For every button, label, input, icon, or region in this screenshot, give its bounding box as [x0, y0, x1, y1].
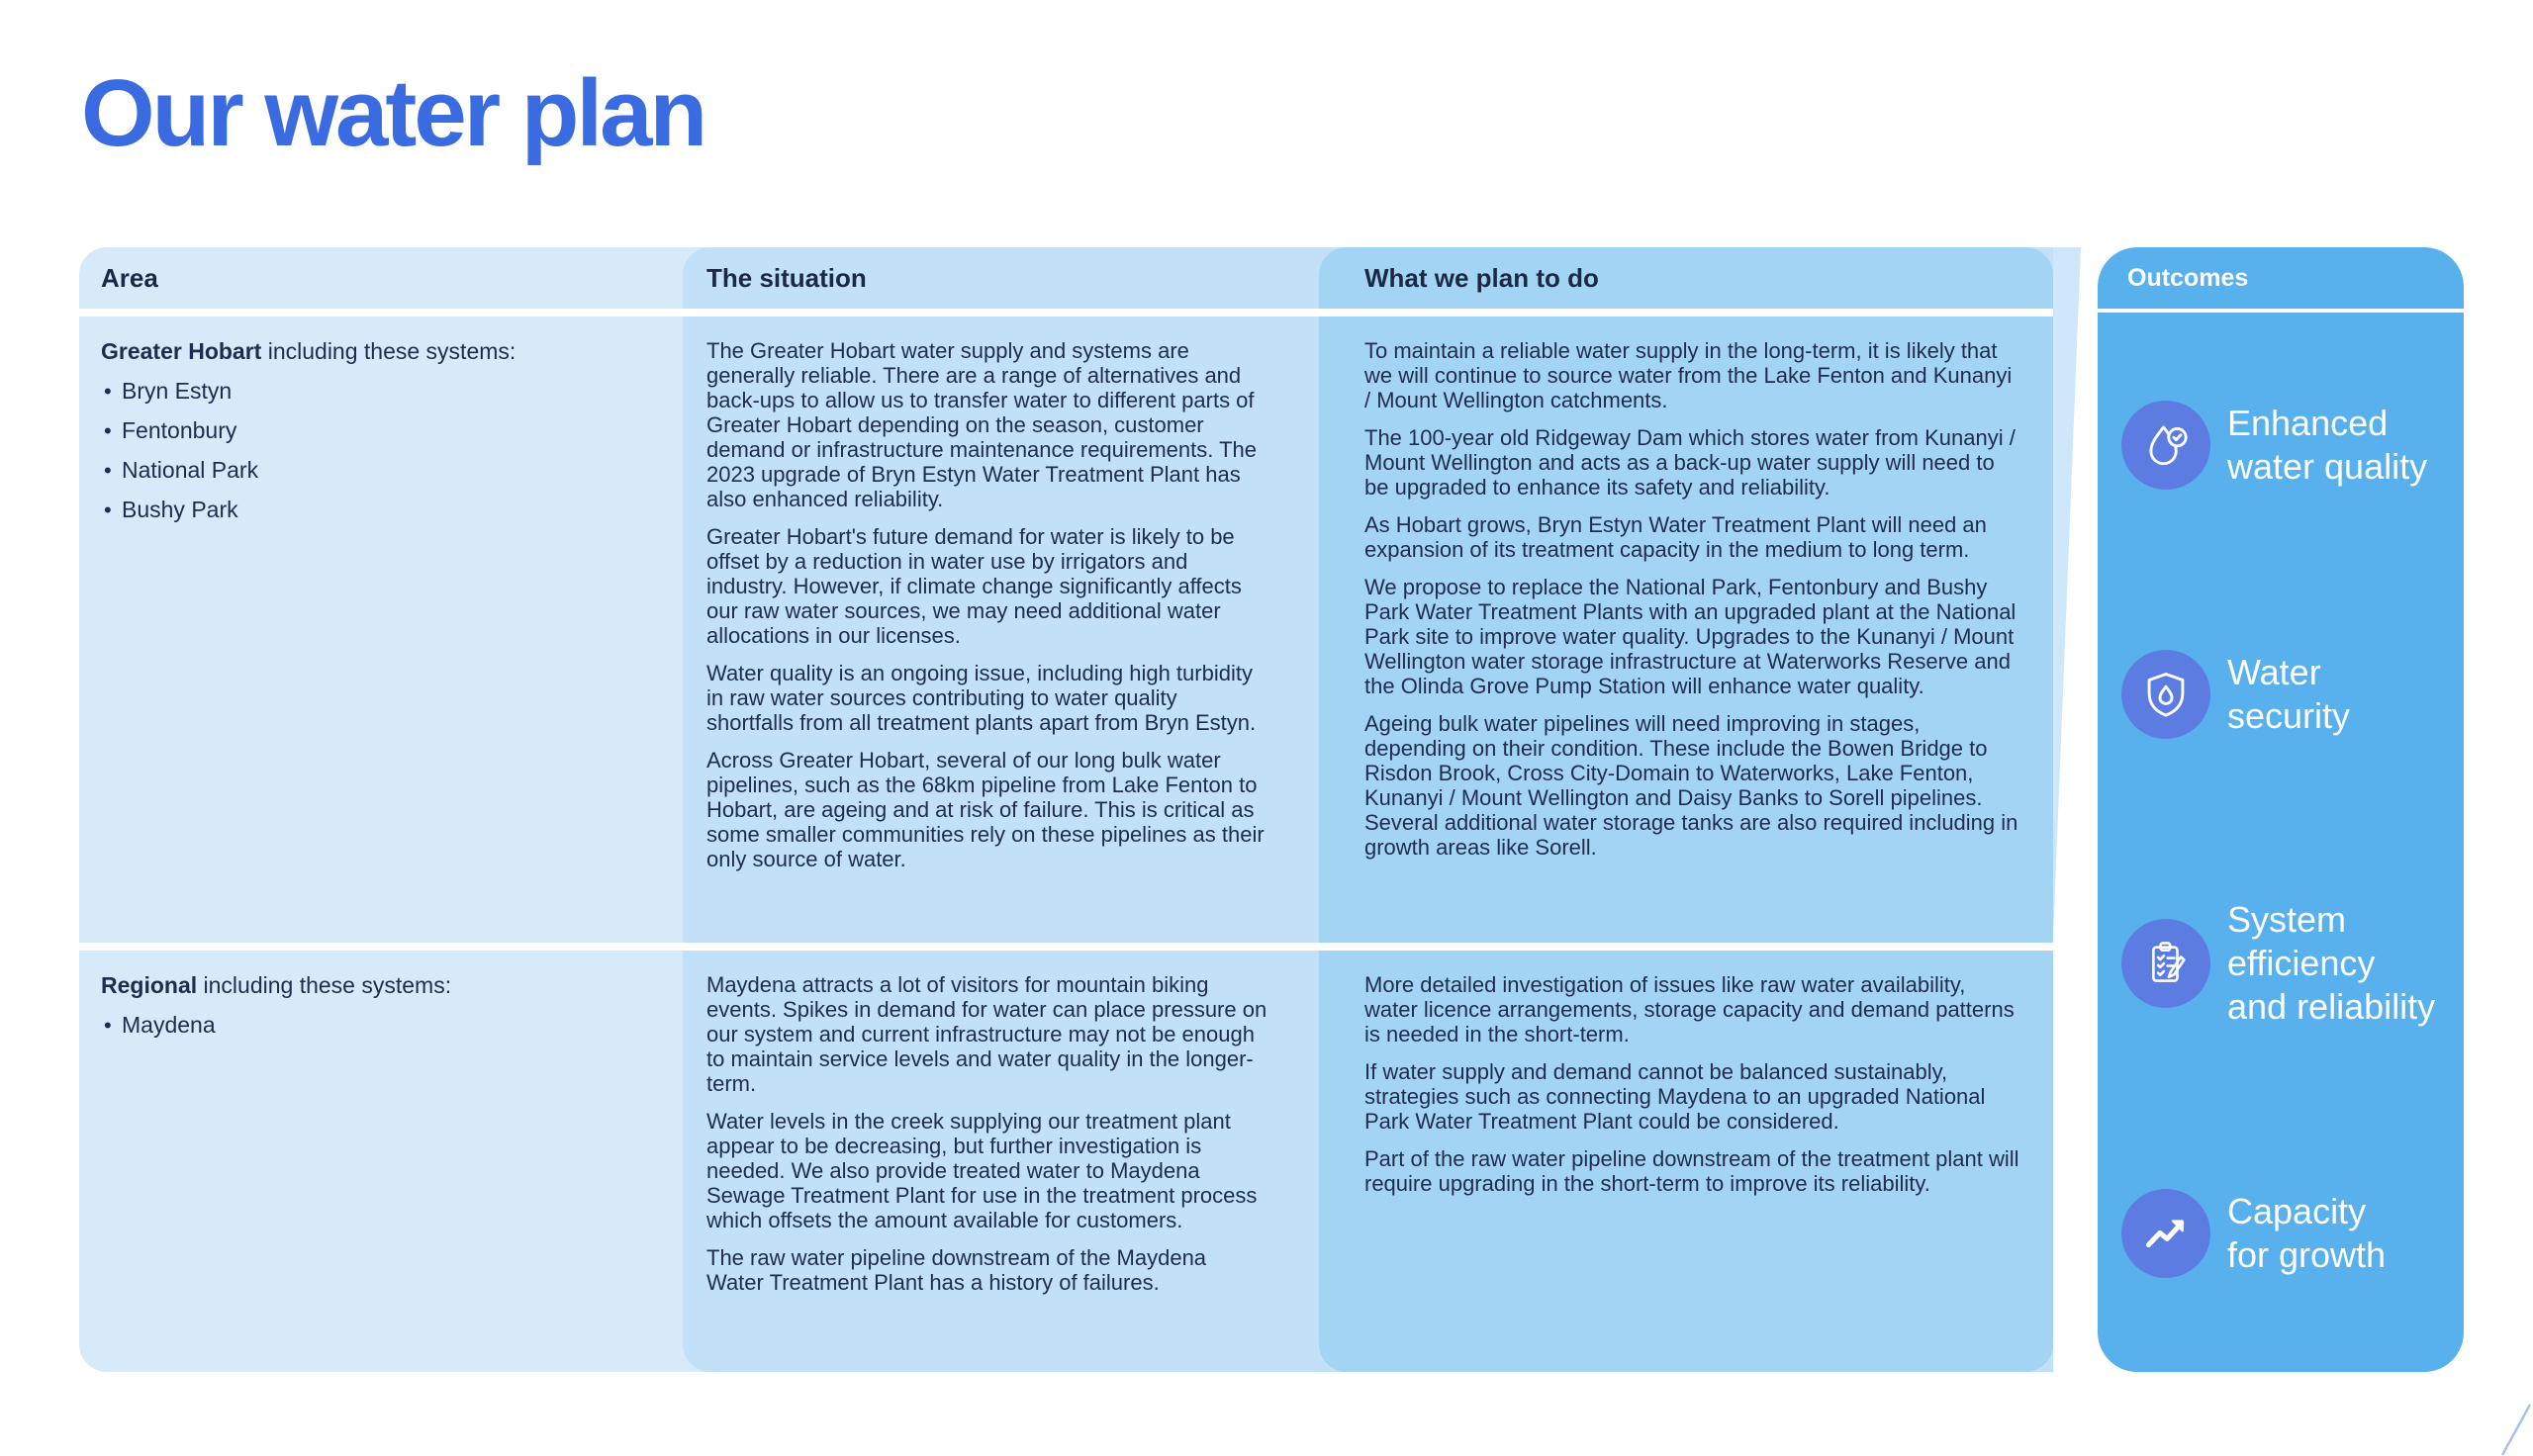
plan-cell-regional: More detailed investigation of issues like raw water availability, water licence arrangements, storage capacity and demand patterns is needed in the short-term. If water supply and demand cannot be balanced sustainably, strategies such as connecting Maydena to an upgraded National Park Water Treatment Plant could be considered. Part of the raw water pipeline downstream of the treatment plant will require upgrading in the short-term to improve its reliability.	[1364, 972, 2019, 1196]
outcome-item-system-efficiency	[2121, 898, 2450, 1029]
situation-cell-regional: Maydena attracts a lot of visitors for mountain biking events. Spikes in demand for water can place pressure on our system and current infrastructure may not be enough to maintain service levels and water quality in the longer-term. Water levels in the creek supplying our treatment plant appear to be decreasing, but further investigation is needed. We also provide treated water to Maydena Sewage Treatment Plant for use in the treatment process which offsets the amount available for customers. The raw water pipeline downstream of the Maydena Water Treatment Plant has a history of failures.	[706, 972, 1267, 1295]
list-item: • National Park	[101, 456, 657, 485]
corner-slash-decoration	[2493, 1397, 2533, 1456]
shield-drop-icon	[2121, 650, 2210, 739]
outcome-item-water-security	[2121, 650, 2450, 739]
outcomes-panel	[2098, 247, 2464, 1372]
column-header-situation: The situation	[706, 262, 867, 293]
system-list	[101, 377, 657, 524]
water-drop-check-icon	[2121, 401, 2210, 490]
column-header-area: Area	[101, 262, 158, 293]
page-flip-wedge	[2053, 247, 2081, 938]
outcome-label: System efficiency and reliability	[2227, 899, 2436, 1028]
clipboard-checklist-icon	[2121, 919, 2210, 1008]
outcome-label: Water security	[2227, 651, 2351, 736]
list-item: • Bryn Estyn	[101, 377, 657, 406]
area-cell-regional	[79, 951, 683, 1372]
water-plan-table	[79, 247, 2053, 1372]
area-title: Greater Hobart including these systems:	[101, 338, 516, 364]
table-header-row	[79, 247, 2053, 309]
outcome-item-capacity-for-growth	[2121, 1189, 2450, 1278]
page-title: Our water plan	[81, 60, 705, 166]
list-item: • Fentonbury	[101, 416, 657, 445]
outcome-label: Enhanced water quality	[2227, 402, 2428, 487]
area-title: Regional including these systems:	[101, 972, 452, 998]
list-item: • Bushy Park	[101, 496, 657, 524]
column-header-plan: What we plan to do	[1364, 262, 1599, 293]
system-list	[101, 1011, 657, 1040]
outcomes-header: Outcomes	[2098, 247, 2464, 313]
area-cell-greater-hobart	[79, 317, 683, 943]
table-row-regional	[79, 951, 2053, 1372]
situation-cell-greater-hobart: The Greater Hobart water supply and systems are generally reliable. There are a range of alternatives and back-ups to allow us to transfer water to different parts of Greater Hobart depending on the season, customer demand or infrastructure maintenance requirements. The 2023 upgrade of Bryn Estyn Water Treatment Plant has also enhanced reliability. Greater Hobart's future demand for water is likely to be offset by a reduction in water use by irrigators and industry. However, if climate change significantly affects our raw water sources, we may need additional water allocations in our licenses. Water quality is an ongoing issue, including high turbidity in raw water sources contributing to water quality shortfalls from all treatment plants apart from Bryn Estyn. Across Greater Hobart, several of our long bulk water pipelines, such as the 68km pipeline from Lake Fenton to Hobart, are ageing and at risk of failure. This is critical as some smaller communities rely on these pipelines as their only source of water.	[706, 338, 1265, 871]
list-item: • Maydena	[101, 1011, 657, 1040]
outcome-label: Capacity for growth	[2227, 1191, 2387, 1276]
table-row-greater-hobart	[79, 317, 2053, 943]
plan-cell-greater-hobart: To maintain a reliable water supply in the long-term, it is likely that we will continue to source water from the Lake Fenton and Kunanyi / Mount Wellington catchments. The 100-year old Ridgeway Dam which stores water from Kunanyi / Mount Wellington and acts as a back-up water supply will need to be upgraded to enhance its safety and reliability. As Hobart grows, Bryn Estyn Water Treatment Plant will need an expansion of its treatment capacity in the medium to long term. We propose to replace the National Park, Fentonbury and Bushy Park Water Treatment Plants with an upgraded plant at the National Park site to improve water quality. Upgrades to the Kunanyi / Mount Wellington water storage infrastructure at Waterworks Reserve and the Olinda Grove Pump Station will enhance water quality. Ageing bulk water pipelines will need improving in stages, depending on their condition. These include the Bowen Bridge to Risdon Brook, Cross City-Domain to Waterworks, Lake Fenton, Kunanyi / Mount Wellington and Daisy Banks to Sorell pipelines. Several additional water storage tanks are also required including in growth areas like Sorell.	[1364, 338, 2018, 860]
outcome-item-enhanced-water-quality	[2121, 401, 2450, 490]
outcomes-list	[2098, 313, 2464, 1372]
growth-arrow-icon	[2121, 1189, 2210, 1278]
